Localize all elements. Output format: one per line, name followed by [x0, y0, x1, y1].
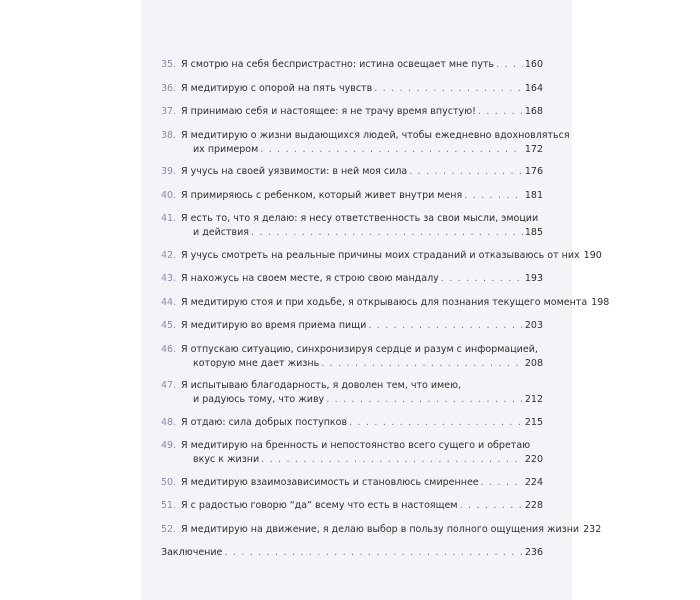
entry-body: [181, 189, 543, 203]
entry-line-last: [181, 357, 543, 371]
conclusion-title: Заключение: [161, 547, 223, 558]
page-number: 160: [524, 59, 543, 70]
page-number: 215: [524, 416, 543, 428]
chapter-number: 35.: [161, 59, 177, 70]
chapter-number: 38.: [161, 129, 177, 141]
entry-body: [181, 319, 543, 333]
dot-leader: [496, 58, 523, 72]
chapter-title: Я медитирую стоя и при ходьбе, я открываюсь для познания текущего момента: [181, 296, 588, 308]
chapter-title: Я отдаю: сила добрых поступков: [181, 416, 348, 428]
page-number: 168: [524, 106, 543, 117]
chapter-title: Я испытываю благодарность, я доволен тем, что имею,: [181, 380, 462, 391]
toc-entry[interactable]: [161, 319, 543, 333]
entry-body: [181, 105, 543, 119]
page-number: 185: [524, 227, 543, 238]
table-of-contents: [161, 58, 610, 570]
entry-body: [181, 439, 543, 467]
entry-line-last: [181, 58, 543, 72]
entry-body: [181, 416, 543, 430]
toc-entry[interactable]: [161, 272, 543, 286]
entry-line-last: [181, 523, 602, 537]
chapter-title: их примером: [193, 143, 259, 155]
entry-line-last: [181, 499, 543, 513]
entry-line-last: [181, 189, 543, 203]
entry-line-last: [181, 105, 543, 119]
page-number: 181: [524, 189, 543, 201]
toc-entry[interactable]: [161, 129, 570, 157]
toc-entry[interactable]: [161, 476, 543, 490]
entry-line-last: [181, 272, 543, 286]
chapter-title: Я медитирую о жизни выдающихся людей, чтобы ежедневно вдохновляться: [181, 129, 570, 141]
toc-entry[interactable]: [161, 379, 543, 407]
toc-entry[interactable]: [161, 523, 602, 537]
page-number: 212: [524, 394, 543, 405]
toc-entry-conclusion[interactable]: [161, 546, 543, 560]
page-number: 190: [583, 249, 602, 261]
dot-leader: [251, 226, 523, 240]
entry-line: [181, 343, 543, 357]
page-number: 172: [524, 143, 543, 155]
chapter-number: 42.: [161, 249, 177, 261]
page-number: 208: [524, 357, 543, 369]
entry-line-last: [181, 249, 602, 263]
chapter-number: 46.: [161, 343, 177, 355]
chapter-title: Я есть то, что я делаю: я несу ответственность за свои мысли, эмоции: [181, 213, 539, 224]
entry-line-last: [181, 82, 543, 96]
chapter-title: Я смотрю на себя беспристрастно: истина освещает мне путь: [181, 59, 495, 70]
toc-entry[interactable]: [161, 296, 610, 310]
chapter-number: 52.: [161, 523, 177, 535]
entry-body: [181, 476, 543, 490]
toc-entry[interactable]: [161, 416, 543, 430]
dot-leader: [321, 357, 523, 371]
chapter-number: 50.: [161, 476, 177, 488]
entry-line-last: [181, 393, 543, 407]
entry-body: [181, 296, 610, 310]
chapter-title: вкус к жизни: [193, 454, 260, 465]
page-number: 198: [591, 296, 610, 308]
entry-body: [181, 379, 543, 407]
toc-entry[interactable]: [161, 189, 543, 203]
entry-line: [181, 212, 543, 226]
dot-leader: [464, 189, 523, 203]
entry-line-last: [181, 296, 610, 310]
page-number: 228: [524, 500, 543, 511]
chapter-title: Я медитирую взаимозависимость и становлюсь смиреннее: [181, 476, 479, 488]
toc-entry[interactable]: [161, 249, 602, 263]
entry-body: [181, 343, 543, 371]
toc-entry[interactable]: [161, 165, 543, 179]
chapter-number: 51.: [161, 500, 177, 511]
page-number: 193: [524, 273, 543, 284]
chapter-number: 45.: [161, 320, 177, 331]
chapter-title: которую мне дает жизнь: [193, 357, 320, 369]
dot-leader: [326, 393, 523, 407]
book-page: [141, 0, 610, 600]
page-number: 176: [524, 166, 543, 177]
entry-body: [181, 272, 543, 286]
page-number: 232: [583, 523, 602, 535]
dot-leader: [460, 499, 523, 513]
toc-entry[interactable]: [161, 343, 543, 371]
chapter-title: и радуюсь тому, что живу: [193, 394, 325, 405]
chapter-number: 48.: [161, 416, 177, 428]
dot-leader: [368, 319, 523, 333]
chapter-number: 41.: [161, 213, 177, 224]
page-number: 220: [524, 454, 543, 465]
chapter-number: 49.: [161, 440, 177, 451]
dot-leader: [261, 453, 523, 467]
entry-body: [181, 165, 543, 179]
dot-leader: [349, 416, 523, 430]
toc-entry[interactable]: [161, 82, 543, 96]
entry-body: [181, 58, 543, 72]
chapter-title: Я примиряюсь с ребенком, который живет внутри меня: [181, 189, 463, 201]
page-number: 203: [524, 320, 543, 331]
chapter-number: 47.: [161, 380, 177, 391]
chapter-number: 40.: [161, 189, 177, 201]
entry-line-last: [181, 453, 543, 467]
page-number: 236: [524, 547, 543, 558]
dot-leader: [481, 476, 523, 490]
entry-line: [181, 439, 543, 453]
page-number: 224: [524, 476, 543, 488]
entry-line-last: [161, 546, 543, 560]
entry-body: [181, 499, 543, 513]
chapter-number: 43.: [161, 273, 177, 284]
entry-line: [181, 379, 543, 393]
entry-line-last: [181, 476, 543, 490]
entry-line-last: [181, 143, 543, 157]
toc-entry[interactable]: [161, 499, 543, 513]
chapter-number: 39.: [161, 166, 177, 177]
chapter-title: Я медитирую с опорой на пять чувств: [181, 82, 373, 94]
entry-body: [161, 546, 543, 560]
chapter-number: 37.: [161, 106, 177, 117]
chapter-title: Я учусь на своей уязвимости: в ней моя сила: [181, 166, 408, 177]
dot-leader: [224, 546, 522, 560]
entry-body: [181, 212, 543, 240]
dot-leader: [441, 272, 523, 286]
chapter-title: Я медитирую во время приема пищи: [181, 320, 367, 331]
toc-entry[interactable]: [161, 439, 543, 467]
entry-body: [181, 249, 602, 263]
chapter-number: 36.: [161, 82, 177, 94]
toc-entry[interactable]: [161, 58, 543, 72]
chapter-title: Я учусь смотреть на реальные причины моих страданий и отказываюсь от них: [181, 249, 580, 261]
dot-leader: [374, 82, 523, 96]
chapter-title: и действия: [193, 227, 250, 238]
entry-body: [181, 82, 543, 96]
entry-line-last: [181, 226, 543, 240]
entry-line-last: [181, 416, 543, 430]
entry-line: [181, 129, 570, 143]
chapter-title: Я отпускаю ситуацию, синхронизируя сердце и разум с информацией,: [181, 343, 538, 355]
chapter-title: Я нахожусь на своем месте, я строю свою мандалу: [181, 273, 439, 284]
entry-line-last: [181, 319, 543, 333]
dot-leader: [478, 105, 523, 119]
chapter-title: Я принимаю себя и настоящее: я не трачу время впустую!: [181, 106, 476, 117]
entry-body: [181, 523, 602, 537]
chapter-number: 44.: [161, 296, 177, 308]
entry-line-last: [181, 165, 543, 179]
chapter-title: Я с радостью говорю “да” всему что есть в настоящем: [181, 500, 458, 511]
dot-leader: [409, 165, 523, 179]
entry-body: [181, 129, 570, 157]
toc-entry[interactable]: [161, 105, 543, 119]
page-number: 164: [524, 82, 543, 94]
chapter-title: Я медитирую на движение, я делаю выбор в пользу полного ощущения жизни: [181, 523, 580, 535]
dot-leader: [260, 143, 523, 157]
chapter-title: Я медитирую на бренность и непостоянство всего сущего и обретаю: [181, 440, 531, 451]
toc-entry[interactable]: [161, 212, 543, 240]
